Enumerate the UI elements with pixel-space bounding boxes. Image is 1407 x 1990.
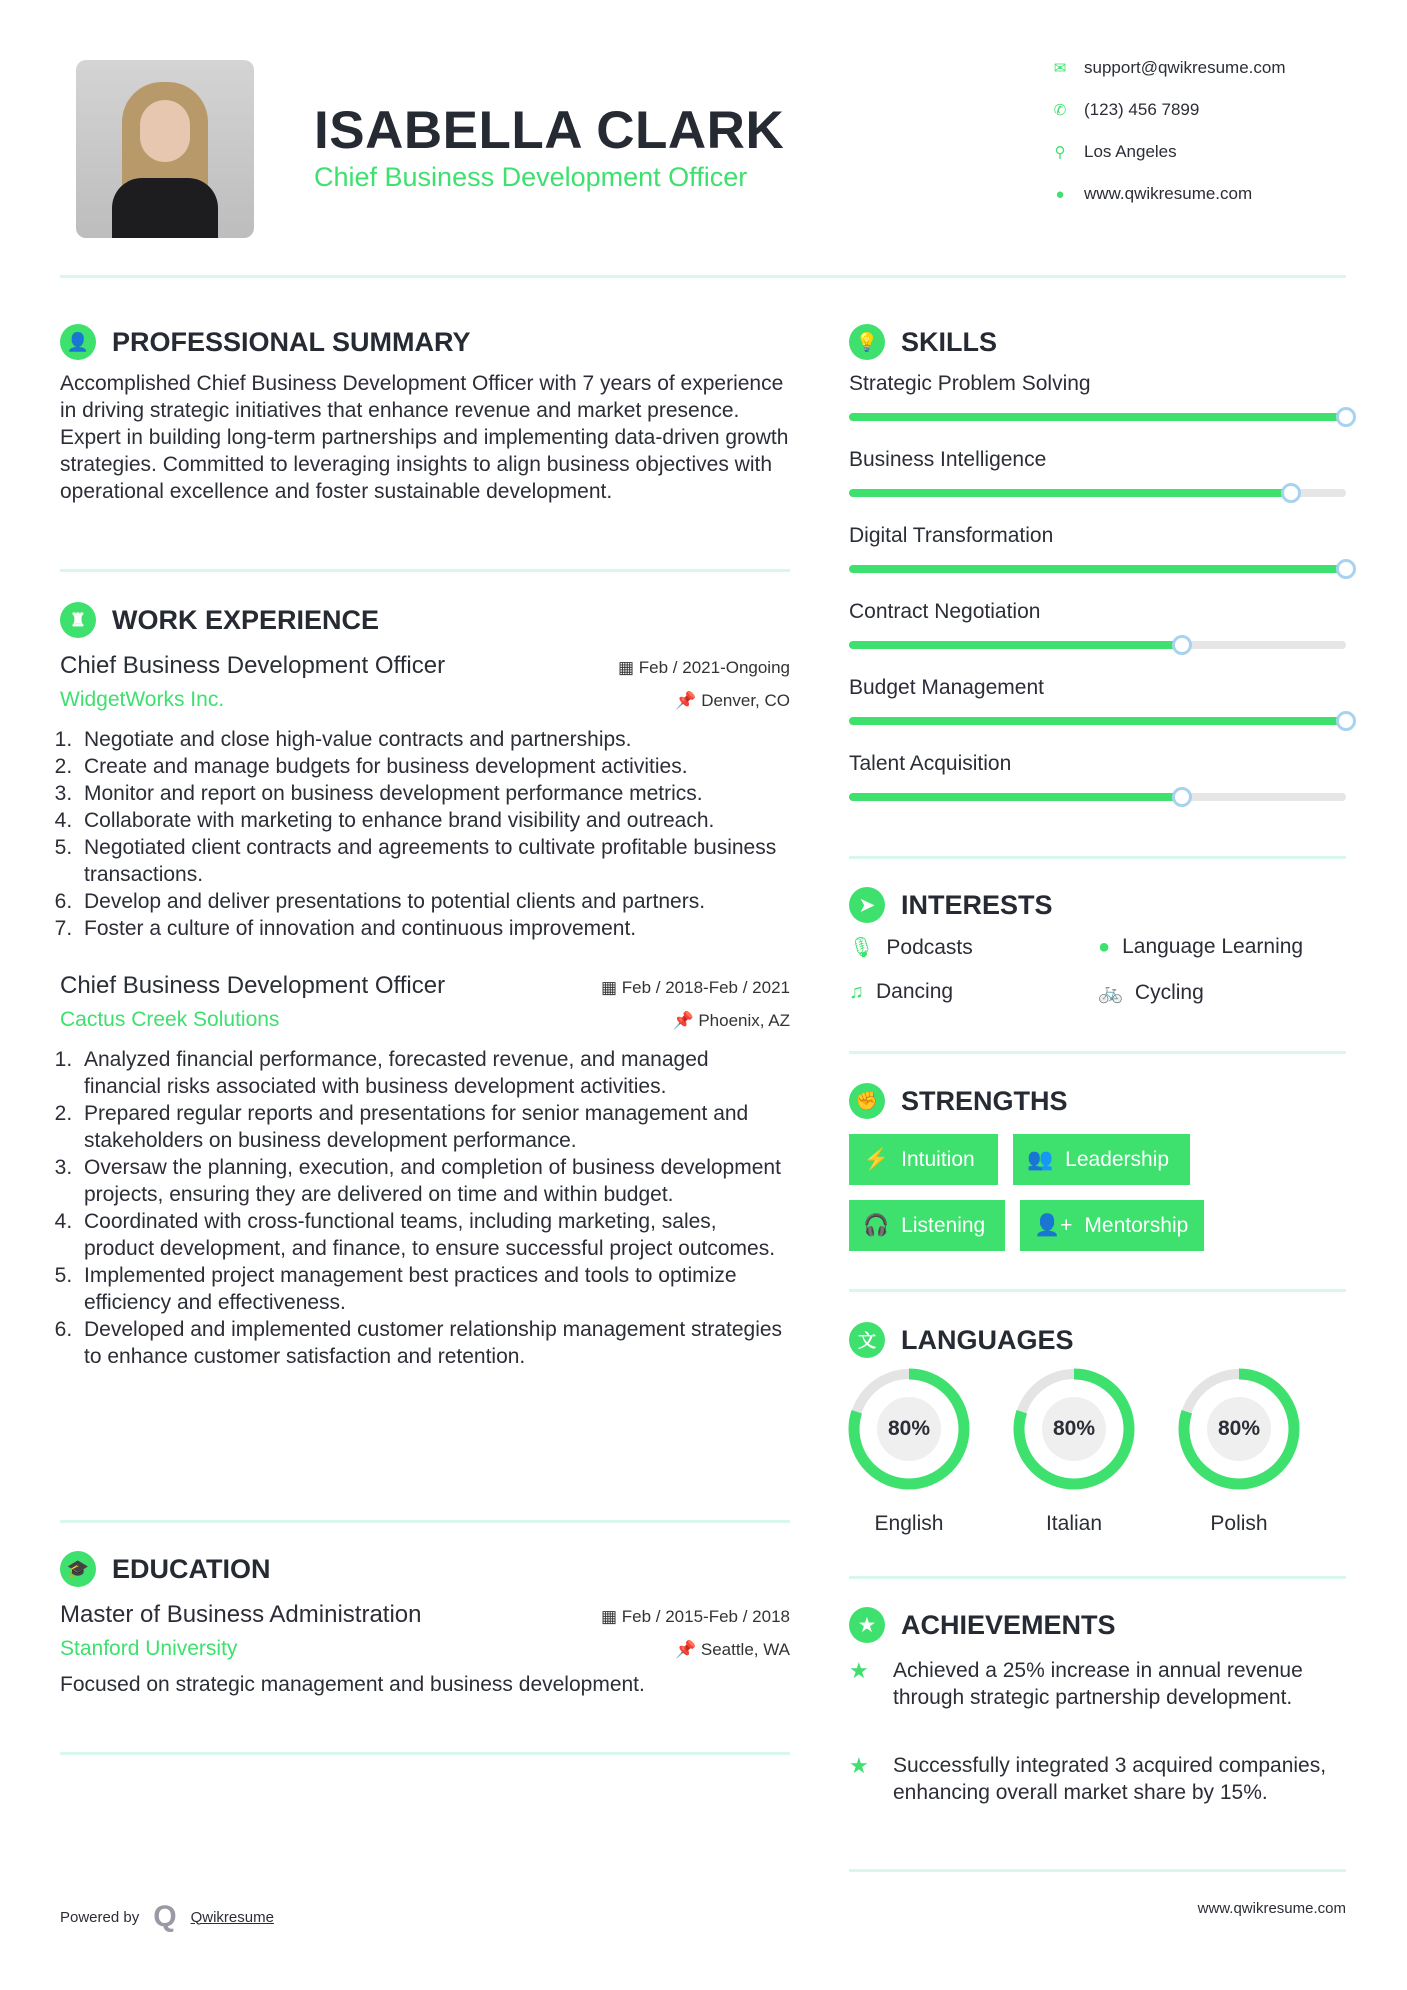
language-name: Polish (1210, 1512, 1268, 1535)
phone-icon: ✆ (1053, 102, 1067, 119)
skill-bar (849, 641, 1346, 649)
language-percent: 80% (1217, 1417, 1261, 1440)
calendar-icon: ▦ (600, 1607, 622, 1626)
strengths-section (849, 1083, 1346, 1263)
header-divider (60, 275, 1346, 278)
interests-section (849, 887, 1346, 1027)
professional-summary-section (60, 324, 790, 505)
divider (60, 1752, 790, 1755)
map-pin-icon: ⚲ (1054, 144, 1066, 161)
list-item: 1. Negotiate and close high-value contracts and partnerships. (78, 726, 790, 753)
section-heading: INTERESTS (901, 889, 1053, 920)
skill-bar-fill (849, 489, 1291, 497)
list-item: 3. Monitor and report on business development performance metrics. (78, 780, 790, 807)
envelope-icon: ✉ (1053, 60, 1067, 77)
microphone-icon: 🎙 (849, 937, 875, 959)
job-entry (60, 972, 790, 1370)
contact-phone: ✆ (123) 456 7899 (1050, 100, 1199, 120)
skill-bar-fill (849, 641, 1182, 649)
skill-bar-knob (1336, 711, 1356, 731)
pin-icon: 📌 (674, 1640, 701, 1659)
lightbulb-icon: 💡 (849, 324, 885, 360)
interest-item: ● Language Learning (1098, 935, 1304, 958)
job-dates: Feb / 2018-Feb / 2021 (621, 978, 790, 997)
skill-item (849, 676, 1346, 700)
list-item: 6. Develop and deliver presentations to potential clients and partners. (78, 888, 790, 915)
language-name: Italian (1045, 1512, 1103, 1535)
qwikresume-logo-icon: Q (153, 1900, 177, 1933)
interest-item: 🎙 Podcasts (849, 935, 973, 959)
achievement-item: ★ Achieved a 25% increase in annual revenue through strategic partnership development. (849, 1658, 1303, 1709)
qwikresume-link[interactable]: Qwikresume (190, 1908, 274, 1926)
skill-bar-fill (849, 793, 1182, 801)
skill-bar-knob (1281, 483, 1301, 503)
section-heading: SKILLS (901, 326, 998, 357)
skill-name: Business Intelligence (849, 448, 1047, 471)
user-plus-icon: 👤+ (1034, 1213, 1073, 1237)
bicycle-icon: 🚲 (1098, 982, 1123, 1004)
skill-bar (849, 413, 1346, 421)
list-item: 2. Create and manage budgets for business development activities. (78, 753, 790, 780)
globe-icon: ● (1098, 935, 1111, 958)
candidate-name: ISABELLA CLARK (314, 101, 785, 160)
achievements-section (849, 1607, 1346, 1857)
divider (849, 856, 1346, 859)
education-description: Focused on strategic management and business development. (60, 1673, 645, 1696)
skill-item (849, 448, 1346, 472)
divider (849, 1869, 1346, 1872)
divider (60, 1520, 790, 1523)
interest-item: 🚲 Cycling (1098, 980, 1204, 1004)
user-icon: 👤 (60, 324, 96, 360)
strength-tag: ⚡ Intuition (849, 1134, 998, 1185)
section-heading: PROFESSIONAL SUMMARY (112, 326, 471, 357)
calendar-icon: ▦ (600, 978, 622, 997)
education-section (60, 1551, 790, 1698)
skill-name: Budget Management (849, 676, 1044, 699)
graduation-icon: 🎓 (60, 1551, 96, 1587)
fist-icon: ✊ (849, 1083, 885, 1119)
skill-name: Contract Negotiation (849, 600, 1041, 623)
footer-website[interactable]: www.qwikresume.com (1197, 1900, 1346, 1917)
company-name: Cactus Creek Solutions (60, 1008, 280, 1031)
list-item: 3. Oversaw the planning, execution, and completion of business development projects, ensuring they are delivered on time and within budget. (78, 1154, 790, 1208)
divider (849, 1289, 1346, 1292)
skill-bar-knob (1172, 787, 1192, 807)
section-heading: EDUCATION (112, 1553, 271, 1584)
strength-tag: 🎧 Listening (849, 1200, 1005, 1251)
pin-icon: 📌 (675, 691, 702, 710)
strength-tag: 👤+ Mentorship (1020, 1200, 1204, 1251)
list-item: 6. Developed and implemented customer relationship management strategies to enhance customer satisfaction and retention. (78, 1316, 790, 1370)
divider (60, 569, 790, 572)
headphones-icon: 🎧 (863, 1213, 890, 1237)
education-location: Seattle, WA (700, 1640, 790, 1659)
list-item: 7. Foster a culture of innovation and continuous improvement. (78, 915, 790, 942)
candidate-title: Chief Business Development Officer (314, 162, 748, 192)
skill-name: Strategic Problem Solving (849, 372, 1091, 395)
contact-website[interactable]: ● www.qwikresume.com (1050, 184, 1252, 204)
skill-bar-knob (1336, 559, 1356, 579)
star-icon: ★ (849, 1658, 869, 1683)
job-title: Chief Business Development Officer (60, 652, 446, 679)
star-icon: ★ (849, 1753, 869, 1778)
job-location: Denver, CO (701, 691, 790, 710)
users-icon: 👥 (1027, 1147, 1054, 1171)
magic-wand-icon: ⚡ (863, 1147, 890, 1171)
skill-item (849, 372, 1346, 396)
job-title: Chief Business Development Officer (60, 972, 446, 999)
skill-bar (849, 489, 1346, 497)
list-item: 1. Analyzed financial performance, forecasted revenue, and managed financial risks associated with business development activities. (78, 1046, 790, 1100)
skill-bar-fill (849, 717, 1346, 725)
list-item: 4. Collaborate with marketing to enhance brand visibility and outreach. (78, 807, 790, 834)
star-badge-icon: ★ (849, 1607, 885, 1643)
paper-plane-icon: ➤ (849, 887, 885, 923)
calendar-icon: ▦ (617, 658, 639, 677)
job-entry (60, 652, 790, 942)
skill-bar (849, 565, 1346, 573)
job-dates: Feb / 2021-Ongoing (638, 658, 790, 677)
education-dates: Feb / 2015-Feb / 2018 (621, 1607, 790, 1626)
translate-icon: 文 (849, 1322, 885, 1358)
divider (849, 1051, 1346, 1054)
school-name: Stanford University (60, 1637, 238, 1660)
music-icon: ♫ (849, 980, 864, 1003)
section-heading: LANGUAGES (901, 1324, 1074, 1355)
skill-name: Talent Acquisition (849, 752, 1012, 775)
job-duties (60, 726, 790, 942)
skill-name: Digital Transformation (849, 524, 1054, 547)
language-percent: 80% (887, 1417, 931, 1440)
section-heading: WORK EXPERIENCE (112, 604, 380, 635)
language-percent: 80% (1052, 1417, 1096, 1440)
job-duties (60, 1046, 790, 1370)
company-name: WidgetWorks Inc. (60, 688, 225, 711)
skill-bar-knob (1172, 635, 1192, 655)
skill-bar (849, 717, 1346, 725)
skill-item (849, 600, 1346, 624)
interest-item: ♫ Dancing (849, 980, 954, 1003)
pin-icon: 📌 (672, 1011, 699, 1030)
profile-photo (76, 60, 254, 238)
section-heading: ACHIEVEMENTS (901, 1609, 1116, 1640)
list-item: 2. Prepared regular reports and presentations for senior management and stakeholders on business development performance. (78, 1100, 790, 1154)
degree: Master of Business Administration (60, 1601, 422, 1628)
language-item (1009, 1364, 1139, 1536)
footer-powered-by: Powered by Q Qwikresume (60, 1900, 274, 1933)
skill-item (849, 524, 1346, 548)
language-item (1174, 1364, 1304, 1536)
job-location: Phoenix, AZ (698, 1011, 790, 1030)
list-item: 5. Implemented project management best practices and tools to optimize efficiency and effectiveness. (78, 1262, 790, 1316)
work-experience-section (60, 602, 790, 1370)
divider (849, 1576, 1346, 1579)
languages-section (849, 1322, 1346, 1552)
chair-icon: ♜ (60, 602, 96, 638)
globe-icon: ● (1055, 185, 1065, 203)
language-name: English (874, 1512, 944, 1535)
skill-bar-fill (849, 413, 1346, 421)
strength-tag: 👥 Leadership (1013, 1134, 1190, 1185)
skill-item (849, 752, 1346, 776)
contact-location: ⚲ Los Angeles (1050, 142, 1177, 162)
achievement-item: ★ Successfully integrated 3 acquired companies, enhancing overall market share by 15%. (849, 1753, 1327, 1804)
list-item: 4. Coordinated with cross-functional teams, including marketing, sales, product development, and finance, to ensure successful project outcomes. (78, 1208, 790, 1262)
skill-bar-knob (1336, 407, 1356, 427)
contact-email[interactable]: ✉ support@qwikresume.com (1050, 58, 1286, 78)
skill-bar (849, 793, 1346, 801)
section-heading: STRENGTHS (901, 1085, 1068, 1116)
language-item (844, 1364, 974, 1536)
summary-text: Accomplished Chief Business Development Officer with 7 years of experience in driving strategic initiatives that enhance revenue and market presence. Expert in building long-term partnerships and implementing data-driven growth strategies. Committed to leveraging insights to align business objectives with operational excellence and foster sustainable development. (60, 372, 789, 503)
skill-bar-fill (849, 565, 1346, 573)
skills-section (849, 324, 1346, 810)
list-item: 5. Negotiated client contracts and agreements to cultivate profitable business transactions. (78, 834, 790, 888)
